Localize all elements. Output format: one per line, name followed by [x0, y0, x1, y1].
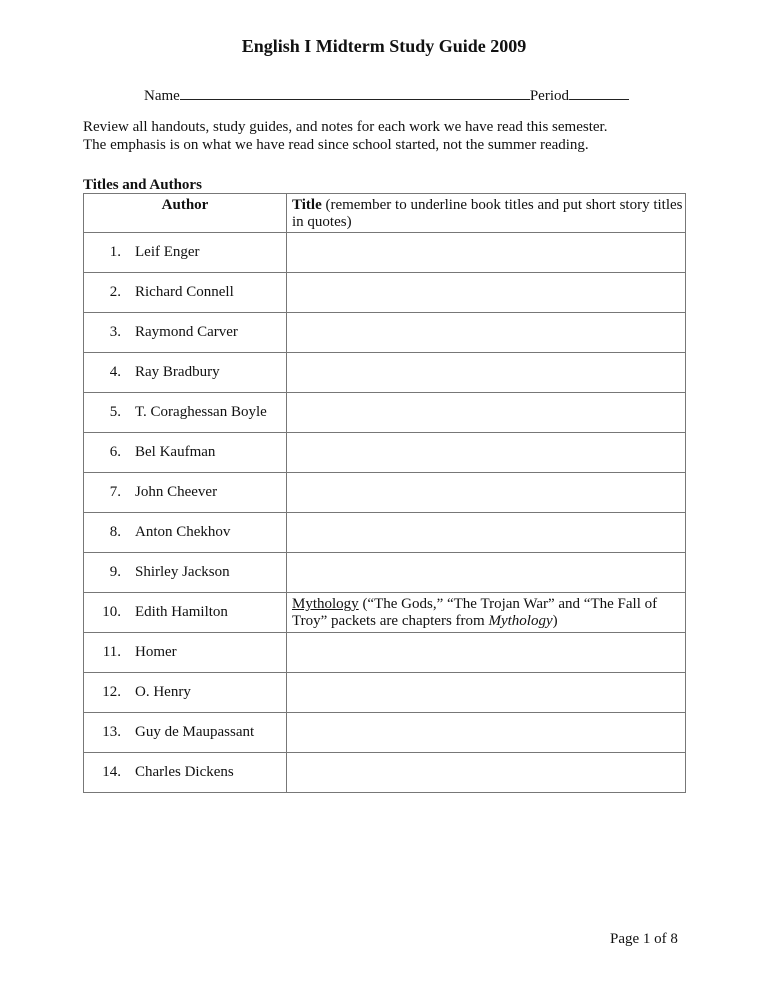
author-cell: [84, 313, 287, 353]
row-number: 5.: [109, 404, 121, 420]
title-cell[interactable]: [287, 433, 686, 473]
table-row: [84, 633, 686, 673]
table-row: [84, 553, 686, 593]
period-label: Period: [529, 88, 569, 104]
table-row: [84, 313, 686, 353]
title-header-note: (remember to underline book titles and put short story titles in quotes): [292, 197, 683, 230]
row-number: 2.: [109, 284, 121, 300]
author-name: Charles Dickens: [135, 764, 234, 780]
intro-text: [83, 118, 607, 154]
row-number: 14.: [102, 764, 121, 780]
book-title-underlined: Mythology: [292, 596, 359, 612]
intro-line-1: Review all handouts, study guides, and notes for each work we have read this semester.: [83, 119, 608, 135]
name-period-line: [144, 87, 629, 105]
titles-authors-table: [83, 193, 686, 793]
table-row: [84, 753, 686, 793]
row-number: 3.: [109, 324, 121, 340]
title-cell[interactable]: [287, 553, 686, 593]
table-header-row: [84, 194, 686, 233]
row-number: 10.: [102, 604, 121, 620]
author-cell: [84, 273, 287, 313]
author-name: John Cheever: [135, 484, 218, 500]
author-cell: [84, 393, 287, 433]
row-number: 13.: [102, 724, 121, 740]
document-title: English I Midterm Study Guide 2009: [241, 36, 527, 56]
title-cell[interactable]: [287, 233, 686, 273]
row-number: 1.: [109, 244, 121, 260]
author-cell: [84, 353, 287, 393]
author-cell: [84, 673, 287, 713]
row-number: 6.: [109, 444, 121, 460]
author-name: Homer: [135, 644, 177, 660]
table-row: [84, 433, 686, 473]
title-cell[interactable]: [287, 393, 686, 433]
title-cell[interactable]: [287, 713, 686, 753]
author-cell: [84, 233, 287, 273]
title-cell[interactable]: [287, 633, 686, 673]
title-cell[interactable]: [287, 753, 686, 793]
title-cell[interactable]: [287, 313, 686, 353]
name-label: Name: [144, 88, 180, 104]
author-cell: [84, 753, 287, 793]
book-title-italic: Mythology: [488, 613, 553, 629]
author-name: Richard Connell: [135, 284, 234, 300]
author-name: Shirley Jackson: [135, 564, 230, 580]
table-row: [84, 353, 686, 393]
table-row: [84, 593, 686, 633]
title-cell[interactable]: [287, 673, 686, 713]
title-cell[interactable]: [287, 513, 686, 553]
table-row: [84, 713, 686, 753]
author-cell: [84, 593, 287, 633]
title-cell[interactable]: [287, 353, 686, 393]
author-cell: [84, 633, 287, 673]
author-name: O. Henry: [135, 684, 191, 700]
author-name: Leif Enger: [135, 244, 200, 260]
row-number: 11.: [102, 644, 121, 660]
table-row: [84, 393, 686, 433]
author-name: T. Coraghessan Boyle: [135, 404, 267, 420]
section-heading: Titles and Authors: [83, 177, 202, 193]
author-name: Raymond Carver: [135, 324, 238, 340]
period-blank[interactable]: [569, 87, 629, 100]
author-name: Ray Bradbury: [135, 364, 220, 380]
author-cell: [84, 433, 287, 473]
row-number: 4.: [109, 364, 121, 380]
row-number: 7.: [109, 484, 121, 500]
author-cell: [84, 553, 287, 593]
title-note-end: ): [552, 613, 558, 629]
name-blank[interactable]: [180, 87, 530, 100]
row-number: 8.: [109, 524, 121, 540]
author-cell: [84, 513, 287, 553]
author-column-header: Author: [84, 194, 287, 233]
title-cell[interactable]: [287, 473, 686, 513]
author-name: Edith Hamilton: [135, 604, 228, 620]
page-number: Page 1 of 8: [610, 931, 678, 947]
author-name: Guy de Maupassant: [135, 724, 255, 740]
author-name: Bel Kaufman: [135, 444, 216, 460]
table-row: [84, 473, 686, 513]
author-cell: [84, 473, 287, 513]
title-cell[interactable]: [287, 593, 686, 633]
title-column-header: [287, 194, 686, 233]
author-name: Anton Chekhov: [135, 524, 231, 540]
table-row: [84, 673, 686, 713]
intro-line-2: The emphasis is on what we have read since school started, not the summer reading.: [83, 137, 589, 153]
title-note: (“The Gods,” “The Trojan War” and “The Fall of Troy” packets are chapters from: [292, 596, 658, 629]
author-cell: [84, 713, 287, 753]
title-cell[interactable]: [287, 273, 686, 313]
row-number: 12.: [102, 684, 121, 700]
table-row: [84, 233, 686, 273]
table-row: [84, 513, 686, 553]
row-number: 9.: [109, 564, 121, 580]
title-header-bold: Title: [292, 197, 322, 213]
table-row: [84, 273, 686, 313]
